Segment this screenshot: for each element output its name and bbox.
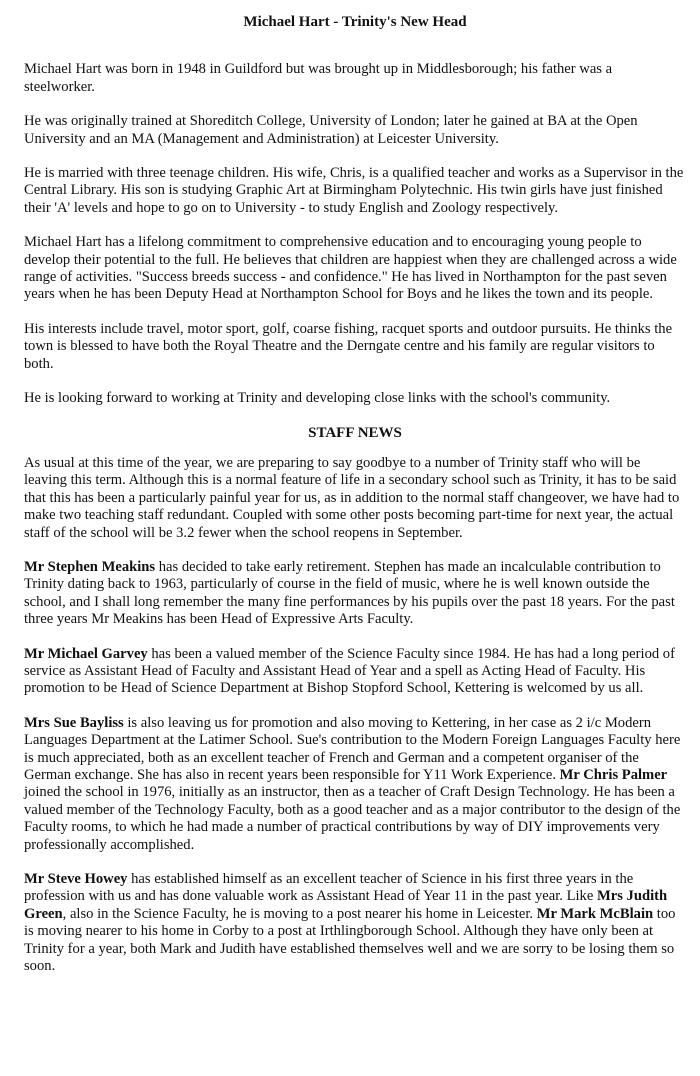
intro-paragraph-3: He is married with three teenage children. His wife, Chris, is a qualified teacher and works as a Supervisor in the Central Library. His son is studying Graphic Art at Birmingham Polytechnic. His twin girls have just finished their 'A' levels and hope to go on to University - to study English and Zoology respectively.: [24, 165, 684, 216]
staff-name: Mr Chris Palmer: [559, 767, 668, 783]
intro-paragraph-4: Michael Hart has a lifelong commitment to comprehensive education and to encouraging young people to develop their potential to the full. He believes that children are happiest when they are challenged across a wide range of activities. "Success breeds success - and confidence." He has lived in Northampton for the past seven years when he has been Deputy Head at Northampton School for Boys and he likes the town and its people.: [24, 234, 677, 303]
staff-name: Mr Michael Garvey: [24, 645, 148, 662]
staff-news-paragraph-1: As usual at this time of the year, we are preparing to say goodbye to a number of Trinity staff who will be leaving this term. Although this is a normal feature of life in a secondary school such as Trinity, it has to be said that this has been a particularly painful year for us, as in addition to the normal staff changeover, we have had to make two teaching staff redundant. Coupled with some other posts becoming part-time for next year, the actual staff of the school will be 3.2 fewer when the school reopens in September.: [24, 454, 680, 541]
intro-paragraph-2: He was originally trained at Shoreditch College, University of London; later he gained at BA at the Open University and an MA (Management and Administration) at Leicester University.: [24, 113, 638, 147]
staff-name: Mr Stephen Meakins: [24, 558, 156, 575]
paragraph-text: , also in the Science Faculty, he is moving to a post nearer his home in Leicester.: [62, 905, 537, 922]
staff-name: Mr Mark McBlain: [536, 905, 654, 922]
paragraph-text: has established himself as an excellent teacher of Science in his first three years in the profession with us and has done valuable work as Assistant Head of Year 11 in the past year. Like: [24, 871, 634, 905]
staff-news-paragraph-3: [24, 646, 686, 698]
staff-news-paragraph-5: [24, 871, 686, 975]
paragraph-text: joined the school in 1976, initially as an instructor, then as a teacher of Craft Design Technology. He has been a valued member of the Technology Faculty, both as a good teacher and as a major contributor to the design of the Faculty rooms, to which he had made a number of practical contributions by way of DIY improvements very professionally accomplished.: [24, 784, 681, 853]
intro-paragraph-5: His interests include travel, motor sport, golf, coarse fishing, racquet sports and outdoor pursuits. He thinks the town is blessed to have both the Royal Theatre and the Derngate centre and his family are regular visitors to both.: [24, 320, 673, 372]
intro-paragraph-6: He is looking forward to working at Trinity and developing close links with the school's community.: [24, 390, 611, 407]
paragraph-text: has been a valued member of the Science Faculty since 1984. He has had a long period of service as Assistant Head of Faculty and Assistant Head of Year and a spell as Acting Head of Faculty. His promotion to be Head of Science Department at Bishop Stopford School, Kettering is welcomed by us all.: [24, 645, 675, 697]
staff-name: Mrs Judith Green: [24, 888, 668, 922]
staff-news-heading: STAFF NEWS: [308, 424, 402, 441]
paragraph-text: is also leaving us for promotion and also moving to Kettering, in her case as 2 i/c Modern Languages Department at the Latimer School. Sue's contribution to the Modern Foreign Languages Faculty here is much appreciated, both as an excellent teacher of French and German and a competent organiser of the German exchange. She has also in recent years been responsible for Y11 Work Experience.: [24, 714, 681, 783]
paragraph-text: too is moving nearer to his home in Corby to a post at Irthlingborough School. Although they have only been at Trinity for a year, both Mark and Judith have established themselves well and we are sorry to be losing them so soon.: [24, 905, 676, 975]
staff-news-paragraph-4: [24, 715, 686, 854]
staff-news-paragraph-2: [24, 559, 686, 629]
paragraph-text: has decided to take early retirement. Stephen has made an incalculable contribution to Trinity dating back to 1963, particularly of course in the field of music, where he is well known outside the school, and I shall long remember the many fine performances by his pupils over the past 18 years. For the past three years Mr Meakins has been Head of Expressive Arts Faculty.: [24, 558, 675, 628]
intro-paragraph-1: Michael Hart was born in 1948 in Guildford but was brought up in Middlesborough; his father was a steelworker.: [24, 61, 613, 95]
staff-name: Mrs Sue Bayliss: [24, 714, 124, 731]
staff-name: Mr Steve Howey: [24, 871, 128, 888]
article-title: Michael Hart - Trinity's New Head: [243, 14, 467, 30]
